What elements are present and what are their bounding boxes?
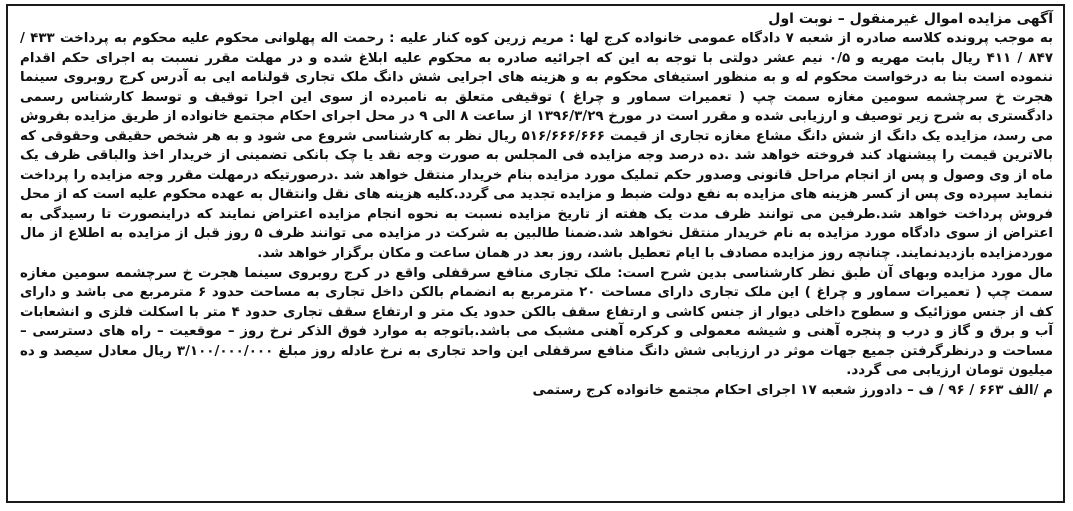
property-description-paragraph: مال مورد مزایده وبهای آن طبق نظر کارشناسی بدین شرح است: ملک تجاری منافع سرقفلی واقع در کرج روبروی سینما هجرت خ سرچشمه سومین مغازه سمت چپ ( تعمیرات سماور و چراغ ) این ملک تجاری دارای مساحت ۲۰ مترمربع به انضمام بالکن داخل تجاری به مساحت حدود ۶ مترمربع می باشد و دارای کف از جنس موزائیک و سطوح داخلی دیوار از جنس کاشی و ارتفاع سقف بالکن حدود یک متر و ارتفاع سقف تجاری حدود ۴ متر با اسکلت فلزی و انشعابات آب و برق و گاز و درب و پنجره آهنی و شیشه معمولی و کرکره آهنی مشبک می باشد.باتوجه به موارد فوق الذکر نرخ روز – موقعیت – راه های دسترسی – مساحت و درنظرگرفتن جمیع جهات موثر در ارزیابی شش دانگ منافع سرقفلی این واحد تجاری به نرخ عادله روز مبلغ ۳/۱۰۰/۰۰۰/۰۰۰ ریال معادل سیصد و ده میلیون تومان ارزیابی می گردد. [20, 265, 1053, 379]
auction-notice [6, 4, 1065, 503]
notice-signature: م /الف ۶۶۳ / ۹۶ / ف – دادورز شعبه ۱۷ اجرای احکام مجتمع خانواده کرج رستمی [532, 382, 1053, 398]
notice-body-paragraph: به موجب پرونده کلاسه صادره از شعبه ۷ دادگاه عمومی خانواده کرج لها : مریم زرین کوه کنار علیه : رحمت اله پهلوانی محکوم علیه محکوم به پرداخت ۴۳۳ / ۸۴۷ / ۴۱۱ ریال بابت مهریه و ۰/۵ نیم عشر دولتی با توجه به این که اجرائیه صادره به محکوم علیه ابلاغ شده و در مهلت مقرر نسبت به اجرای حکم اقدام ننموده است بنا به درخواست محکوم له و به منظور استیفای محکوم به و هزینه های اجرایی شش دانگ ملک تجاری قولنامه ایی به آدرس کرج روبروی سینما هجرت خ سرچشمه سومین مغازه سمت چپ ( تعمیرات سماور و چراغ ) توقیفی متعلق به نامبرده از سوی این اجرا توقیف و توسط کارشناس رسمی دادگستری به شرح زیر توصیف و ارزیابی شده و مقرر است در مورخ ۱۳۹۶/۳/۲۹ از ساعت ۸ الی ۹ در محل اجرای احکام مجتمع خانواده از طریق مزایده بفروش می رسد، مزایده یک دانگ از شش دانگ مشاع مغازه تجاری از قیمت ۵۱۶/۶۶۶/۶۶۶ ریال نظر به کارشناسی شروع می شود و به هر شخص حقیقی وحقوقی که بالاترین قیمت را پیشنهاد کند فروخته خواهد شد .ده درصد وجه مزایده فی المجلس به صورت وجه نقد یا چک بانکی تضمینی از خریدار اخذ والباقی ظرف یک ماه از وی وصول و پس از انجام مراحل قانونی وصدور حکم تملیک مورد مزایده بنام خریدار منتقل خواهد شد .درصورتیکه درمهلت مقرر وجه مزایده را پرداخت ننماید سپرده وی پس از کسر هزینه های مزایده به نفع دولت ضبط و مزایده تجدید می گردد.کلیه هزینه های نقل وانتقال به عهده محکوم علیه است که از محل فروش پرداخت خواهد شد.طرفین می توانند ظرف مدت یک هفته از تاریخ مزایده نسبت به نحوه انجام مزایده اعتراض نمایند که دراینصورت تا رسیدگی به اعتراض از سوی دادگاه مورد مزایده به نام خریدار منتقل نخواهد شد.ضمنا طالبین به شرکت در مزایده می توانند ظرف ۵ روز قبل از مزایده به اطلاع از مال موردمزایده بازدیدنمایند. چنانچه روز مزایده مصادف با ایام تعطیل باشد، روز بعد در همان ساعت و مکان برگزار خواهد شد. [20, 31, 1053, 262]
notice-title: آگهی مزایده اموال غیرمنقول – نوبت اول [768, 11, 1053, 27]
